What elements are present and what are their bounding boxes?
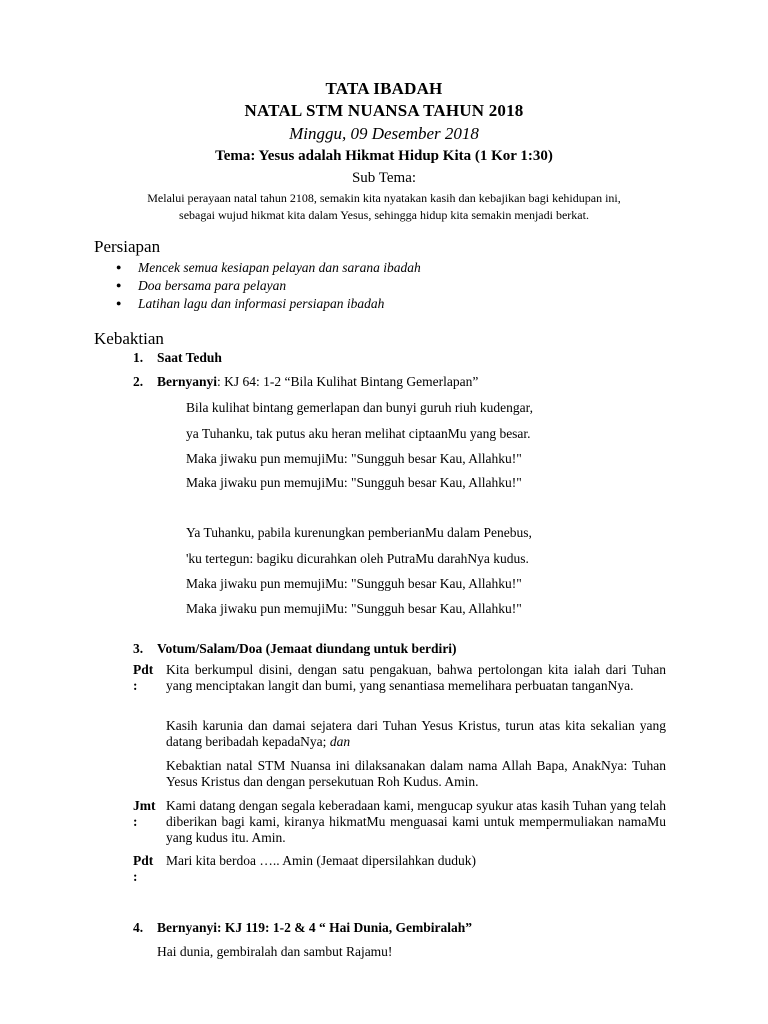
hymn-verse-line: Hai dunia, gembiralah dan sambut Rajamu! bbox=[157, 944, 393, 959]
speaker-label-pdt: Pdt : bbox=[133, 662, 154, 693]
hymn-verse-line: Bila kulihat bintang gemerlapan dan bunyi guruh riuh kudengar, bbox=[186, 400, 533, 415]
liturgy-paragraph: Kami datang dengan segala keberadaan kami, mengucap syukur atas kasih Tuhan yang telah diberikan bagi kami, kiranya hikmatMu menguasai kami untuk mempermuliakan namaMu yang kudus itu. Amin. bbox=[166, 798, 666, 845]
hymn-verse-line: Maka jiwaku pun memujiMu: "Sungguh besar Kau, Allahku!" bbox=[186, 576, 522, 591]
section-heading-persiapan: Persiapan bbox=[94, 237, 161, 256]
liturgy-paragraph: Kita berkumpul disini, dengan satu pengakuan, bahwa pertolongan kita ialah dari Tuhan yang menciptakan langit dan bumi, yang senantiasa memelihara perbuatan tanganNya. bbox=[166, 662, 666, 693]
hymn-verse-line: ya Tuhanku, tak putus aku heran melihat ciptaanMu yang besar. bbox=[186, 426, 531, 441]
list-item: ● Latihan lagu dan informasi persiapan ibadah bbox=[116, 296, 385, 311]
subtheme-label: Sub Tema: bbox=[351, 170, 417, 186]
theme-line: Tema: Yesus adalah Hikmat Hidup Kita (1 Kor 1:30) bbox=[215, 148, 553, 164]
subtheme-line-1: Melalui perayaan natal tahun 2108, semakin kita nyatakan kasih dan kebajikan bagi kehidupan ini, bbox=[147, 191, 621, 205]
subtheme-text bbox=[0, 190, 768, 224]
hymn-verse-line: Maka jiwaku pun memujiMu: "Sungguh besar Kau, Allahku!" bbox=[186, 451, 522, 466]
bullet-icon: ● bbox=[116, 298, 122, 308]
list-item: ● Doa bersama para pelayan bbox=[116, 278, 287, 293]
liturgy-item-3: 3. Votum/Salam/Doa (Jemaat diundang untuk berdiri) bbox=[133, 641, 457, 656]
hymn-verse-line: Ya Tuhanku, pabila kurenungkan pemberianMu dalam Penebus, bbox=[186, 525, 532, 540]
liturgy-item-4: 4. Bernyanyi: KJ 119: 1-2 & 4 “ Hai Dunia, Gembiralah” bbox=[133, 920, 473, 935]
liturgy-item-2: 2. Bernyanyi: KJ 64: 1-2 “Bila Kulihat Bintang Gemerlapan” bbox=[133, 374, 479, 389]
document-date: Minggu, 09 Desember 2018 bbox=[289, 124, 479, 143]
bullet-icon: ● bbox=[116, 280, 122, 290]
hymn-verse-line: Maka jiwaku pun memujiMu: "Sungguh besar Kau, Allahku!" bbox=[186, 601, 522, 616]
liturgy-paragraph: Kasih karunia dan damai sejatera dari Tuhan Yesus Kristus, turun atas kita sekalian yang datang beribadah kepadaNya; dan bbox=[166, 718, 666, 749]
hymn-verse-line: Maka jiwaku pun memujiMu: "Sungguh besar Kau, Allahku!" bbox=[186, 475, 522, 490]
document-subtitle: NATAL STM NUANSA TAHUN 2018 bbox=[244, 101, 524, 120]
liturgy-item-1: 1. Saat Teduh bbox=[133, 350, 222, 365]
bullet-icon: ● bbox=[116, 262, 122, 272]
liturgy-paragraph: Kebaktian natal STM Nuansa ini dilaksanakan dalam nama Allah Bapa, AnakNya: Tuhan Yesus Kristus dan dengan persekutuan Roh Kudus. Amin. bbox=[166, 758, 666, 789]
speaker-label-jmt: Jmt : bbox=[133, 798, 156, 829]
list-item: ● Mencek semua kesiapan pelayan dan sarana ibadah bbox=[116, 260, 421, 275]
liturgy-paragraph: Mari kita berdoa ….. Amin (Jemaat dipersilahkan duduk) bbox=[166, 853, 477, 868]
subtheme-line-2: sebagai wujud hikmat kita dalam Yesus, sehingga hidup kita semakin menjadi berkat. bbox=[179, 208, 589, 222]
hymn-verse-line: 'ku tertegun: bagiku dicurahkan oleh PutraMu darahNya kudus. bbox=[186, 551, 529, 566]
document-title: TATA IBADAH bbox=[325, 79, 443, 98]
section-heading-kebaktian: Kebaktian bbox=[94, 329, 164, 348]
speaker-label-pdt: Pdt : bbox=[133, 853, 154, 884]
